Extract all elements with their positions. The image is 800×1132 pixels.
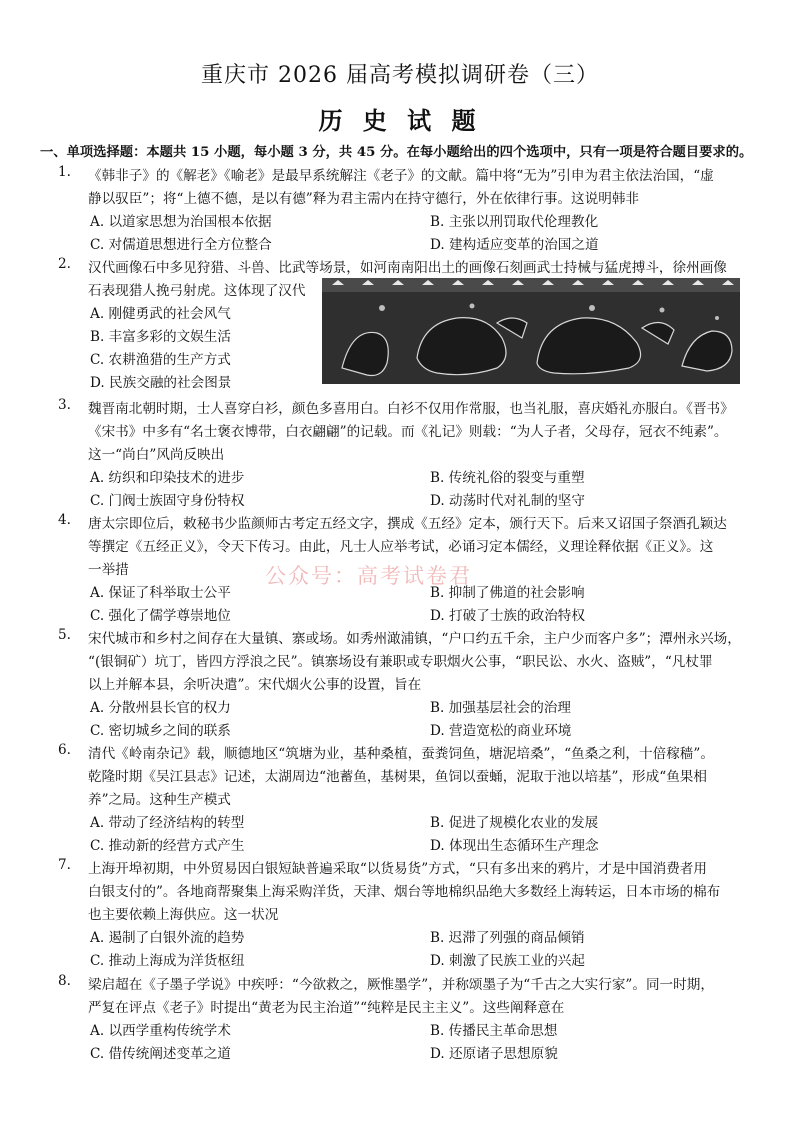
option-a: A. 刚健勇武的社会风气 — [90, 306, 231, 322]
question-text: 一举措 — [88, 562, 129, 578]
question-number: 5. — [58, 627, 71, 643]
option-a: A. 保证了科举取士公平 — [90, 585, 231, 601]
question-text: 白银支付的”。各地商帮聚集上海采购洋货，天津、烟台等地棉织品绝大多数经上海转运，日本市场的棉布 — [88, 884, 721, 900]
option-c: C. 推动新的经营方式产生 — [90, 838, 245, 854]
question-text: 等撰定《五经正义》，令天下传习。由此，凡士人应举考试，必诵习定本儒经，义理诠释依据《正义》。这 — [88, 539, 714, 555]
question-text: 养”之局。这种生产模式 — [88, 792, 231, 808]
question-text: 《宋书》中多有“名士褒衣博带，白衣翩翩”的记载。而《礼记》则载：“为人子者，父母存，冠衣不纯素”。 — [88, 424, 728, 440]
option-a: A. 纺织和印染技术的进步 — [90, 470, 245, 486]
option-b: B. 迟滞了列强的商品倾销 — [430, 930, 585, 946]
question-text: 梁启超在《子墨子学说》中疾呼：“今欲救之，厥惟墨学”，并称颂墨子为“千古之大实行家”。同一时期， — [88, 977, 714, 993]
option-b: B. 传播民主革命思想 — [430, 1023, 558, 1039]
question-text: 上海开埠初期，中外贸易因白银短缺普遍采取“以货易货”方式，“只有多出来的鸦片，才是中国消费者用 — [88, 861, 707, 877]
question-text: 静以驭臣”；将“上德不德，是以有德”释为君主需内在持守德行，外在依律行事。这说明韩非 — [88, 191, 640, 207]
exam-subtitle: 历 史 试 题 — [318, 106, 482, 135]
option-d: D. 动荡时代对礼制的坚守 — [430, 493, 585, 509]
option-a: A. 遏制了白银外流的趋势 — [90, 930, 245, 946]
option-c: C. 强化了儒学尊崇地位 — [90, 608, 231, 624]
watermark-text: 公众号：高考试卷君 — [265, 564, 472, 588]
question-text: 严复在评点《老子》时提出“黄老为民主治道”“纯粹是民主主义”。这些阐释意在 — [88, 1000, 565, 1016]
question-number: 3. — [58, 397, 71, 413]
option-c: C. 密切城乡之间的联系 — [90, 723, 231, 739]
option-c: C. 推动上海成为洋货枢纽 — [90, 953, 245, 969]
option-b: B. 丰富多彩的文娱生活 — [90, 329, 231, 345]
option-b: B. 加强基层社会的治理 — [430, 700, 571, 716]
han-stone-relief-image — [322, 278, 740, 384]
section-heading: 一、单项选择题：本题共 15 小题，每小题 3 分，共 45 分。在每小题给出的四个选项中，只有一项是符合题目要求的。 — [40, 145, 753, 160]
option-b: B. 传统礼俗的裂变与重塑 — [430, 470, 585, 486]
question-text: 也主要依赖上海供应。这一状况 — [88, 907, 279, 923]
question-number: 7. — [58, 857, 71, 873]
question-text: 汉代画像石中多见狩猎、斗兽、比武等场景，如河南南阳出土的画像石刻画武士持械与猛虎搏斗，徐州画像 — [88, 260, 727, 276]
option-a: A. 带动了经济结构的转型 — [90, 815, 245, 831]
exam-title: 重庆市 2026 届高考模拟调研卷（三） — [201, 63, 599, 88]
question-text: 石表现猎人挽弓射虎。这体现了汉代 — [88, 283, 306, 299]
option-d: D. 营造宽松的商业环境 — [430, 723, 572, 739]
option-d: D. 刺激了民族工业的兴起 — [430, 953, 585, 969]
question-text: 《韩非子》的《解老》《喻老》是最早系统解注《老子》的文献。篇中将“无为”引申为君主依法治国，“虚 — [88, 168, 714, 184]
question-text: 清代《岭南杂记》载，顺德地区“筑塘为业，基种桑植，蚕粪饲鱼，塘泥培桑”，“鱼桑之利，十倍稼穑”。 — [88, 746, 714, 762]
option-d: D. 体现出生态循环生产理念 — [430, 838, 599, 854]
option-d: D. 打破了士族的政治特权 — [430, 608, 585, 624]
option-c: C. 对儒道思想进行全方位整合 — [90, 237, 272, 253]
option-d: D. 建构适应变革的治国之道 — [430, 237, 599, 253]
option-d: D. 民族交融的社会图景 — [90, 375, 232, 391]
question-number: 1. — [58, 164, 71, 180]
option-b: B. 主张以刑罚取代伦理教化 — [430, 214, 599, 230]
question-number: 2. — [58, 256, 71, 272]
question-text: 唐太宗即位后，敕秘书少监颜师古考定五经文字，撰成《五经》定本，颁行天下。后来又诏国子祭酒孔颖达 — [88, 516, 727, 532]
question-text: 乾隆时期《吴江县志》记述，太湖周边“池蓄鱼，基树果，鱼饲以蚕蛹，泥取于池以培基”，形成“鱼果相 — [88, 769, 707, 785]
question-number: 6. — [58, 742, 71, 758]
option-a: A. 以道家思想为治国根本依据 — [90, 214, 272, 230]
question-number: 8. — [58, 973, 71, 989]
option-d: D. 还原诸子思想原貌 — [430, 1046, 558, 1062]
option-c: C. 借传统阐述变革之道 — [90, 1046, 231, 1062]
question-number: 4. — [58, 512, 71, 528]
option-b: B. 促进了规模化农业的发展 — [430, 815, 599, 831]
option-b: B. 抑制了佛道的社会影响 — [430, 585, 585, 601]
question-text: 宋代城市和乡村之间存在大量镇、寨或场。如秀州澉浦镇，“户口约五千余，主户少而客户多”；潭州永兴场， — [88, 631, 741, 647]
question-text: “(银铜矿）坑丁，皆四方浮浪之民”。镇寨场设有兼职或专职烟火公事，“职民讼、水火、盗贼”，“凡杖罪 — [88, 654, 713, 670]
question-text: 以上并解本县，余听决遣”。宋代烟火公事的设置，旨在 — [88, 677, 422, 693]
question-text: 魏晋南北朝时期，士人喜穿白衫，颜色多喜用白。白衫不仅用作常服，也当礼服，喜庆婚礼亦服白。《晋书》 — [88, 401, 734, 417]
option-c: C. 门阀士族固守身份特权 — [90, 493, 245, 509]
question-text: 这一“尚白”风尚反映出 — [88, 447, 225, 463]
option-c: C. 农耕渔猎的生产方式 — [90, 352, 231, 368]
option-a: A. 以西学重构传统学术 — [90, 1023, 231, 1039]
option-a: A. 分散州县长官的权力 — [90, 700, 231, 716]
